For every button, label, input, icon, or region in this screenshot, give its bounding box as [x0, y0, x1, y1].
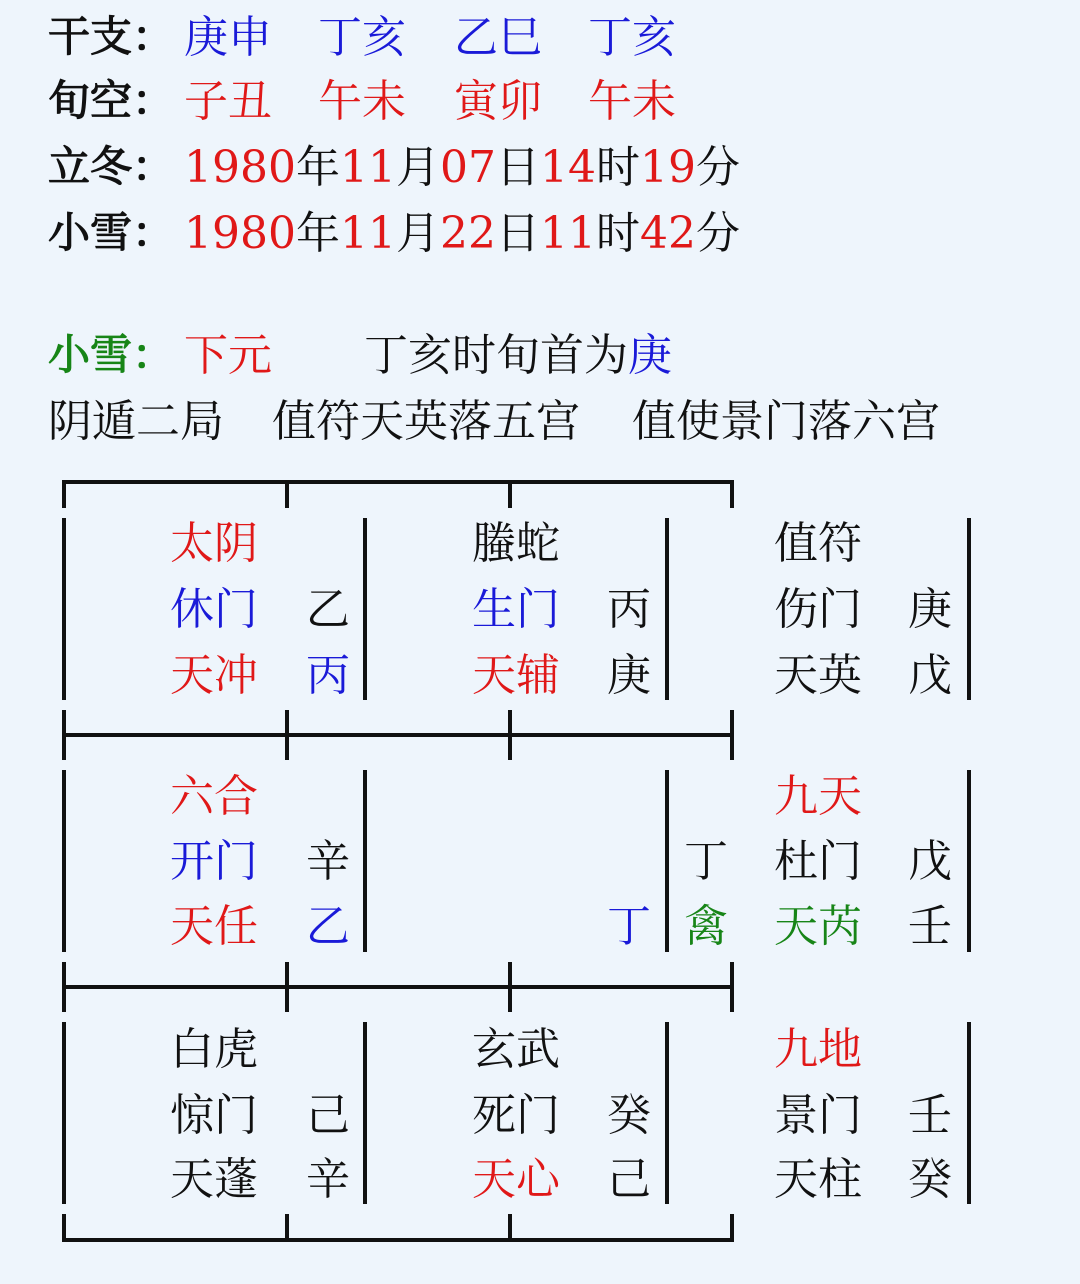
xunkong-month: 午未 [318, 76, 406, 127]
lidong-hour: 14 [539, 142, 596, 193]
xiaoxue-month: 11 [339, 208, 396, 259]
col-bar [62, 1022, 66, 1204]
ganzhi-day: 乙巳 [454, 12, 542, 63]
xunkong-hour: 午未 [588, 76, 676, 127]
top-left-star-stem: 丙 [306, 650, 350, 701]
unit-day: 日 [495, 142, 540, 193]
col-bar [665, 770, 669, 952]
bot-left-door: 惊门 [170, 1090, 258, 1141]
mid-extra-lower: 禽 [684, 901, 728, 952]
tick [62, 962, 66, 1012]
mid-left-door-stem: 辛 [306, 836, 350, 887]
center-stem: 丁 [607, 901, 651, 952]
mid-left-god: 六合 [170, 771, 258, 822]
top-right-door: 伤门 [774, 584, 862, 635]
bot-mid-door: 死门 [472, 1090, 560, 1141]
tick [508, 710, 512, 760]
top-right-star-stem: 戊 [908, 650, 952, 701]
unit-minute: 分 [695, 208, 740, 259]
mid-right-door: 杜门 [774, 836, 862, 887]
xiaoxue-minute: 42 [639, 208, 696, 259]
unit-hour: 时 [595, 142, 640, 193]
bot-left-god: 白虎 [170, 1024, 258, 1075]
top-right-god: 值符 [774, 518, 862, 569]
xunshou-stem: 庚 [628, 330, 672, 381]
mid-right-god: 九天 [774, 771, 862, 822]
tick [508, 962, 512, 1012]
mid-left-door: 开门 [170, 836, 258, 887]
mid-right-star: 天芮 [774, 901, 862, 952]
yuan: 下元 [184, 330, 272, 381]
bot-right-star-stem: 癸 [908, 1154, 952, 1205]
col-bar [62, 518, 66, 700]
tick [730, 1214, 734, 1242]
xiaoxue-label: 小雪： [48, 208, 175, 257]
top-left-door: 休门 [170, 584, 258, 635]
ganzhi-hour: 丁亥 [588, 12, 676, 63]
bot-mid-door-stem: 癸 [607, 1090, 651, 1141]
col-bar [967, 1022, 971, 1204]
grid-line-top [62, 480, 734, 484]
xunshou-text: 丁亥时旬首为 [364, 330, 628, 381]
mid-right-door-stem: 戊 [908, 836, 952, 887]
xunshou-line [364, 330, 672, 381]
col-bar [665, 518, 669, 700]
tick [62, 1214, 66, 1242]
bot-left-star: 天蓬 [170, 1154, 258, 1205]
lidong-day: 07 [439, 142, 496, 193]
xiaoxue-year: 1980 [184, 208, 296, 259]
tick [285, 1214, 289, 1242]
mid-left-star-stem: 乙 [306, 901, 350, 952]
unit-day: 日 [495, 208, 540, 259]
unit-month: 月 [395, 208, 440, 259]
top-right-star: 天英 [774, 650, 862, 701]
unit-minute: 分 [695, 142, 740, 193]
lidong-datetime [184, 142, 740, 193]
mid-extra-upper: 丁 [684, 836, 728, 887]
col-bar [363, 770, 367, 952]
top-left-star: 天冲 [170, 650, 258, 701]
unit-month: 月 [395, 142, 440, 193]
col-bar [62, 770, 66, 952]
bot-left-star-stem: 辛 [306, 1154, 350, 1205]
xiaoxue-datetime [184, 208, 740, 259]
xunkong-label: 旬空： [48, 76, 175, 125]
mid-right-star-stem: 壬 [908, 901, 952, 952]
ganzhi-label: 干支： [48, 12, 175, 61]
xunkong-year: 子丑 [184, 76, 272, 127]
top-right-door-stem: 庚 [908, 584, 952, 635]
col-bar [363, 1022, 367, 1204]
top-mid-star-stem: 庚 [607, 650, 651, 701]
bot-mid-star: 天心 [472, 1154, 560, 1205]
tick [508, 480, 512, 508]
top-mid-door-stem: 丙 [607, 584, 651, 635]
grid-line-bottom [62, 1238, 734, 1242]
top-left-god: 太阴 [170, 518, 258, 569]
bot-right-door: 景门 [774, 1090, 862, 1141]
mid-left-star: 天任 [170, 901, 258, 952]
lidong-month: 11 [339, 142, 396, 193]
ganzhi-month: 丁亥 [318, 12, 406, 63]
unit-hour: 时 [595, 208, 640, 259]
term-label: 小雪： [48, 330, 175, 379]
top-mid-god: 螣蛇 [472, 518, 560, 569]
ju: 阴遁二局 [48, 396, 224, 447]
tick [285, 480, 289, 508]
grid-line-lower [62, 985, 734, 989]
zhishi: 值使景门落六宫 [632, 396, 940, 447]
tick [285, 710, 289, 760]
unit-year: 年 [295, 142, 340, 193]
ganzhi-year: 庚申 [184, 12, 272, 63]
lidong-label: 立冬： [48, 142, 175, 191]
bot-right-god: 九地 [774, 1024, 862, 1075]
xiaoxue-day: 22 [439, 208, 496, 259]
grid-line-upper [62, 733, 734, 737]
tick [730, 710, 734, 760]
top-mid-door: 生门 [472, 584, 560, 635]
xiaoxue-hour: 11 [539, 208, 596, 259]
bot-mid-star-stem: 己 [607, 1154, 651, 1205]
lidong-year: 1980 [184, 142, 296, 193]
tick [730, 962, 734, 1012]
zhifu: 值符天英落五宫 [272, 396, 580, 447]
xunkong-day: 寅卯 [454, 76, 542, 127]
bot-mid-god: 玄武 [472, 1024, 560, 1075]
top-left-door-stem: 乙 [306, 584, 350, 635]
tick [62, 480, 66, 508]
bot-left-door-stem: 己 [306, 1090, 350, 1141]
bot-right-door-stem: 壬 [908, 1090, 952, 1141]
col-bar [665, 1022, 669, 1204]
top-mid-star: 天辅 [472, 650, 560, 701]
unit-year: 年 [295, 208, 340, 259]
tick [62, 710, 66, 760]
tick [508, 1214, 512, 1242]
tick [285, 962, 289, 1012]
col-bar [967, 518, 971, 700]
tick [730, 480, 734, 508]
lidong-minute: 19 [639, 142, 696, 193]
bot-right-star: 天柱 [774, 1154, 862, 1205]
col-bar [967, 770, 971, 952]
col-bar [363, 518, 367, 700]
